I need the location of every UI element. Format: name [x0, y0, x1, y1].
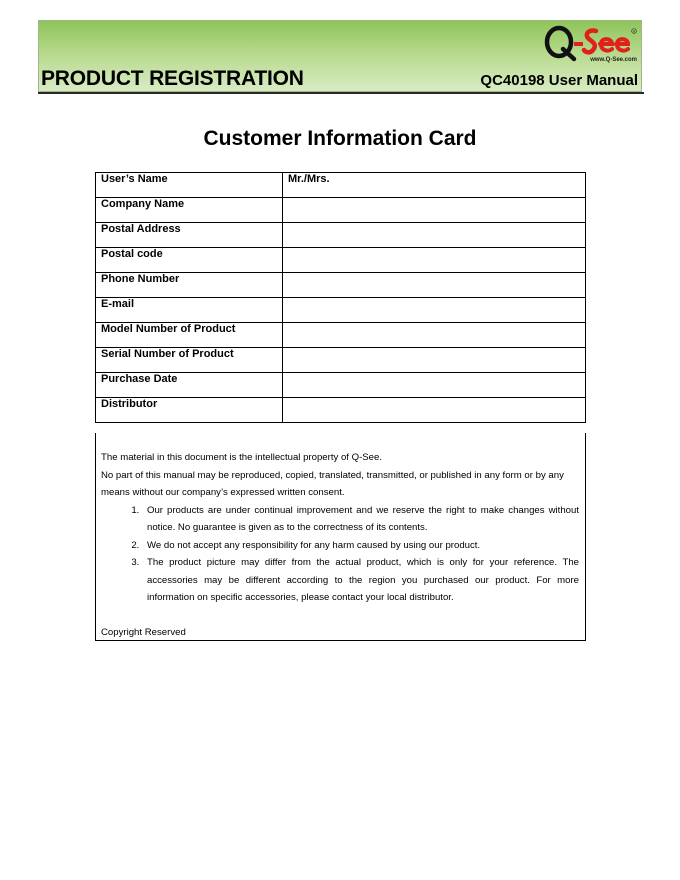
legal-notice — [95, 433, 586, 641]
field-label: E-mail — [96, 298, 283, 323]
field-label: Purchase Date — [96, 373, 283, 398]
copyright-text: Copyright Reserved — [101, 626, 186, 638]
header-manual-name: QC40198 User Manual — [480, 72, 638, 89]
form-row — [96, 173, 586, 198]
form-row — [96, 198, 586, 223]
field-label: Distributor — [96, 398, 283, 423]
field-value[interactable] — [283, 373, 586, 398]
notice-item: 2. We do not accept any responsibility for any harm caused by using our product. — [142, 537, 579, 555]
customer-info-table — [95, 172, 586, 423]
form-row — [96, 348, 586, 373]
field-value[interactable] — [283, 398, 586, 423]
notice-item: 3. The product picture may differ from the actual product, which is only for your reference. The accessories may be different according to the region you purchased our product. For more information on specific accessories, please contact your local distributor. — [142, 554, 579, 607]
notice-line-1: The material in this document is the intellectual property of Q-See. — [101, 452, 383, 463]
card-title: Customer Information Card — [203, 127, 477, 150]
notice-list — [101, 502, 579, 607]
field-label: Phone Number — [96, 273, 283, 298]
form-row — [96, 398, 586, 423]
form-row — [96, 323, 586, 348]
form-row — [96, 248, 586, 273]
notice-line-2: No part of this manual may be reproduced, copied, translated, transmitted, or published in any form or by any means without our company’s expressed written consent. — [101, 469, 564, 498]
field-label: Company Name — [96, 198, 283, 223]
field-label: Postal code — [96, 248, 283, 273]
field-label: User’s Name — [96, 173, 283, 198]
field-label: Model Number of Product — [96, 323, 283, 348]
field-value[interactable] — [283, 348, 586, 373]
field-label: Serial Number of Product — [96, 348, 283, 373]
field-label: Postal Address — [96, 223, 283, 248]
header-divider — [38, 92, 644, 94]
field-value[interactable] — [283, 273, 586, 298]
field-value[interactable] — [283, 198, 586, 223]
field-value[interactable] — [283, 298, 586, 323]
field-value[interactable] — [283, 223, 586, 248]
svg-text:R: R — [633, 29, 636, 34]
form-row — [96, 273, 586, 298]
form-row — [96, 373, 586, 398]
field-value[interactable] — [283, 248, 586, 273]
form-row — [96, 223, 586, 248]
field-value[interactable]: Mr./Mrs. — [283, 173, 586, 198]
page-header — [38, 20, 642, 92]
notice-item: 1. Our products are under continual improvement and we reserve the right to make changes without notice. No guarantee is given as to the correctness of its contents. — [142, 502, 579, 537]
form-row — [96, 298, 586, 323]
header-title: PRODUCT REGISTRATION — [41, 67, 304, 90]
logo-url: www.Q-See.com — [590, 57, 637, 63]
field-value[interactable] — [283, 323, 586, 348]
